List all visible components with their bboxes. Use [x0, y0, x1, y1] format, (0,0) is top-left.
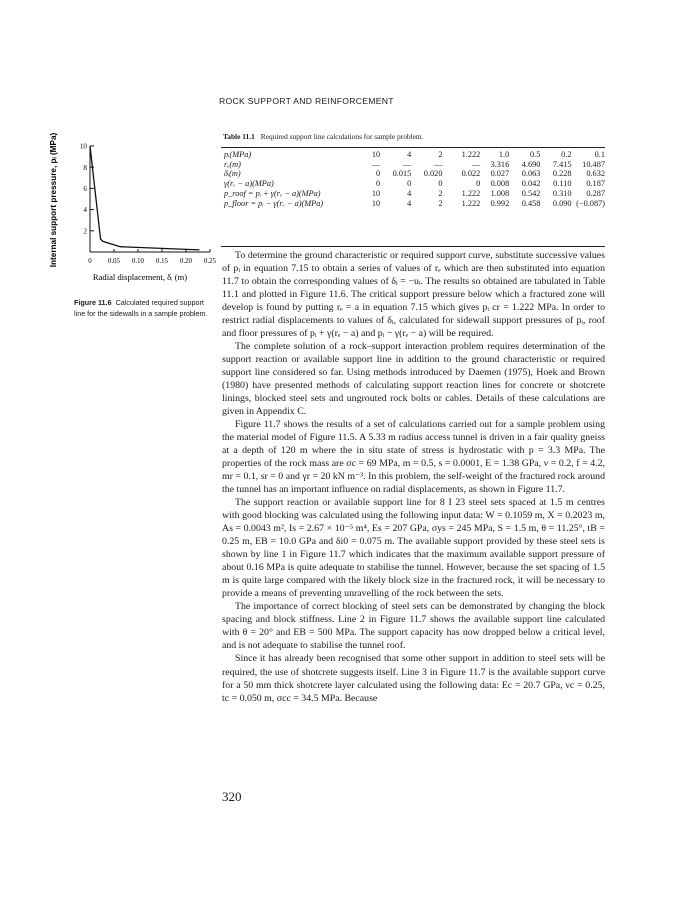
support-line-chart: [49, 130, 222, 290]
table-cell: 1.222: [461, 188, 481, 198]
row-label: δᵢ(m): [224, 169, 241, 179]
table-row: [221, 160, 605, 170]
table-cell: 0.5: [530, 150, 541, 159]
table-cell: 1.222: [461, 198, 481, 208]
paragraph: The importance of correct blocking of steel sets can be demonstrated by changing the block spacing and block stiffness. Line 2 in Figure 11.7 shows the available support line calculated with θ = 20° and EB = 500 MPa. The support capacity has now dropped below a critical level, and is not adequate to stabilise the tunnel roof.: [222, 601, 605, 652]
table-cell: 10: [371, 188, 381, 198]
table-cell: 2: [438, 198, 443, 208]
row-label: p_roof = pᵢ + γ(rₑ − a)(MPa): [224, 188, 321, 198]
table-cell: 1.0: [498, 150, 510, 159]
table-cell: 0.022: [461, 169, 481, 179]
paragraph: The support reaction or available support line for 8 I 23 steel sets spaced at 1.5 m centres with good blocking was calculated using the following input data: W = 0.1059 m, X = 0.2023 m, As = 0.0043 m², Is = 2.67 × 10⁻⁵ m⁴, Es = 207 GPa, σys = 245 MPa, S = 1.5 m, θ = 11.25°, tB = 0.25 m, EB = 10.0 GPa and δi0 = 0.075 m. The available support provided by these steel sets is shown by line 1 in Figure 11.7 which indicates that the maximum available support pressure of about 0.16 MPa is quite adequate to stabilise the tunnel. However, because the set spacing of 1.5 m is quite large compared with the likely block size in the fractured rock, it will be necessary to provide a means of preventing unravelling of the rock between the sets.: [222, 497, 605, 600]
table-cell: 2: [438, 150, 443, 159]
table-cell: 0: [376, 169, 381, 179]
series-line-sidewalls: [90, 146, 199, 250]
table-cell: 0.090: [552, 198, 572, 208]
table-cell: 0: [476, 179, 481, 189]
table-cell: 4: [407, 188, 412, 198]
table-cell: —: [371, 159, 381, 169]
table-cell: 0: [407, 179, 412, 189]
table-cell: 0.310: [552, 188, 572, 198]
running-head: ROCK SUPPORT AND REINFORCEMENT: [219, 96, 394, 106]
y-axis-label: Internal support pressure, pᵢ (MPa): [49, 132, 58, 268]
table-cell: 1.222: [461, 150, 481, 159]
table-cell: 0.020: [423, 169, 443, 179]
page-number: 320: [222, 789, 242, 804]
table-cell: 0.1: [594, 150, 605, 159]
table-cell: 10: [371, 150, 381, 159]
row-label: rₑ(m): [224, 159, 241, 169]
table-row: [221, 189, 605, 199]
table-cell: 0.2: [561, 150, 572, 159]
table-cell: 0.187: [586, 179, 605, 189]
table-row: [221, 199, 605, 209]
table-cell: 10: [371, 198, 381, 208]
table-cell: 0.027: [490, 169, 510, 179]
table-bottom-rule: [221, 246, 605, 247]
table-caption: [223, 132, 424, 141]
x-tick-label: 0: [88, 258, 92, 265]
table-cell: 0.542: [521, 188, 541, 198]
y-tick-label: 8: [83, 163, 87, 172]
table-caption-text: Required support line calculations for sample problem.: [260, 132, 424, 141]
chart-axes: [90, 146, 210, 252]
table-cell: 7.415: [552, 159, 572, 169]
y-tick-label: 10: [79, 142, 87, 151]
table-cell: 0.458: [521, 198, 541, 208]
table-cell: 0.228: [552, 169, 572, 179]
table-cell: 0.063: [521, 169, 541, 179]
table-cell: 0.110: [553, 179, 572, 189]
table-cell: —: [434, 159, 443, 169]
paragraph: Since it has already been recognised that some other support in addition to steel sets will be required, the use of shotcrete suggests itself. Line 3 in Figure 11.7 is the available support curve for a 50 mm thick shotcrete layer calculated using the following data: Ec = 20.7 GPa, νc = 0.25, tc = 0.050 m, σcc = 34.5 MPa. Because: [222, 653, 605, 704]
y-tick-labels: [80, 143, 94, 236]
x-tick-label: 0.15: [156, 258, 168, 265]
table-cell: 4: [407, 150, 412, 159]
figure-caption: [74, 297, 212, 319]
paragraph: Figure 11.7 shows the results of a set of calculations carried out for a sample problem using the material model of Figure 11.5. A 5.33 m radius access tunnel is driven in a fair quality gneiss at a depth of 120 m where the in situ state of stress is hydrostatic with p = 3.3 MPa. The properties of the rock mass are σc = 69 MPa, m = 0.5, s = 0.0001, E = 1.38 GPa, ν = 0.2, f = 4.2, mr = 0.1, sr = 0 and γr = 20 kN m⁻³. In this problem, the self-weight of the fractured rock around the tunnel has an important influence on radial displacements, as shown in Figure 11.7.: [222, 419, 605, 496]
table-cell: —: [472, 159, 481, 169]
table-row: [221, 179, 605, 189]
table-row: [221, 169, 605, 179]
table-cell: 0: [438, 179, 443, 189]
row-label: γ(rₑ − a)(MPa): [224, 179, 274, 189]
table-cell: 2: [438, 188, 443, 198]
body-text: [222, 249, 605, 705]
figure-caption-text: Calculated required support line for the sidewalls in a sample problem.: [74, 298, 208, 318]
paragraph: To determine the ground characteristic or required support curve, substitute successive values of pᵢ in equation 7.15 to obtain a series of values of rₑ which are then substituted into equation 11.7 to obtain the corresponding values of δᵢ = −uᵢ. The results so obtained are tabulated in Table 11.1 and plotted in Figure 11.6. The critical support pressure below which a fractured zone will develop is found by putting rₑ = a in equation 7.15 which gives pᵢ cr = 1.222 MPa. In order to restrict radial displacements to values of δᵢ, calculated for sidewall support pressures of pᵢ, roof and floor pressures of pᵢ + γ(rₑ − a) and pᵢ − γ(rₑ − a) will be required.: [222, 250, 605, 340]
table-cell: 3.316: [490, 159, 510, 169]
table-cell: 0.042: [521, 179, 541, 189]
x-axis-label: Radial displacement, δᵢ (m): [92, 272, 188, 282]
table-cell: 0.008: [490, 179, 510, 189]
row-label: p_floor = pᵢ − γ(rₑ − a)(MPa): [224, 198, 324, 208]
table-cell: 4: [407, 198, 412, 208]
table-cell: 0.992: [490, 198, 510, 208]
row-label: pᵢ(MPa): [224, 150, 252, 159]
table-cell: 4.690: [521, 159, 541, 169]
table-cell: 10.487: [582, 159, 605, 169]
table-cell: 0.287: [586, 188, 605, 198]
y-tick-label: 6: [83, 185, 87, 193]
x-tick-label: 0.05: [108, 258, 120, 265]
table-cell: 0.632: [586, 169, 605, 179]
table-cell: 0: [376, 179, 381, 189]
table-cell: (−0.087): [576, 198, 605, 208]
table-caption-label: Table 11.1: [223, 132, 255, 141]
x-tick-label: 0.25: [204, 258, 216, 265]
table-top-rule: [221, 147, 605, 148]
x-tick-label: 0.10: [132, 258, 144, 265]
table-cell: 0.015: [392, 169, 412, 179]
paragraph: The complete solution of a rock–support interaction problem requires determination of the support reaction or available support line in addition to the ground characteristic or required support line considered so far. Using methods introduced by Daemen (1975), Hoek and Brown (1980) have presented methods of calculating support reaction lines for concrete or shotcrete linings, blocked steel sets and ungrouted rock bolts or cables. Details of these calculations are given in Appendix C.: [222, 341, 605, 418]
table-row: [221, 150, 605, 160]
y-tick-label: 2: [83, 227, 87, 236]
figure-caption-label: Figure 11.6: [74, 298, 112, 307]
x-tick-labels: [88, 249, 216, 265]
table-cell: 1.008: [490, 188, 510, 198]
y-tick-label: 4: [83, 206, 87, 215]
table-cell: —: [403, 159, 412, 169]
support-line-table: [221, 150, 605, 208]
x-tick-label: 0.20: [180, 258, 192, 265]
